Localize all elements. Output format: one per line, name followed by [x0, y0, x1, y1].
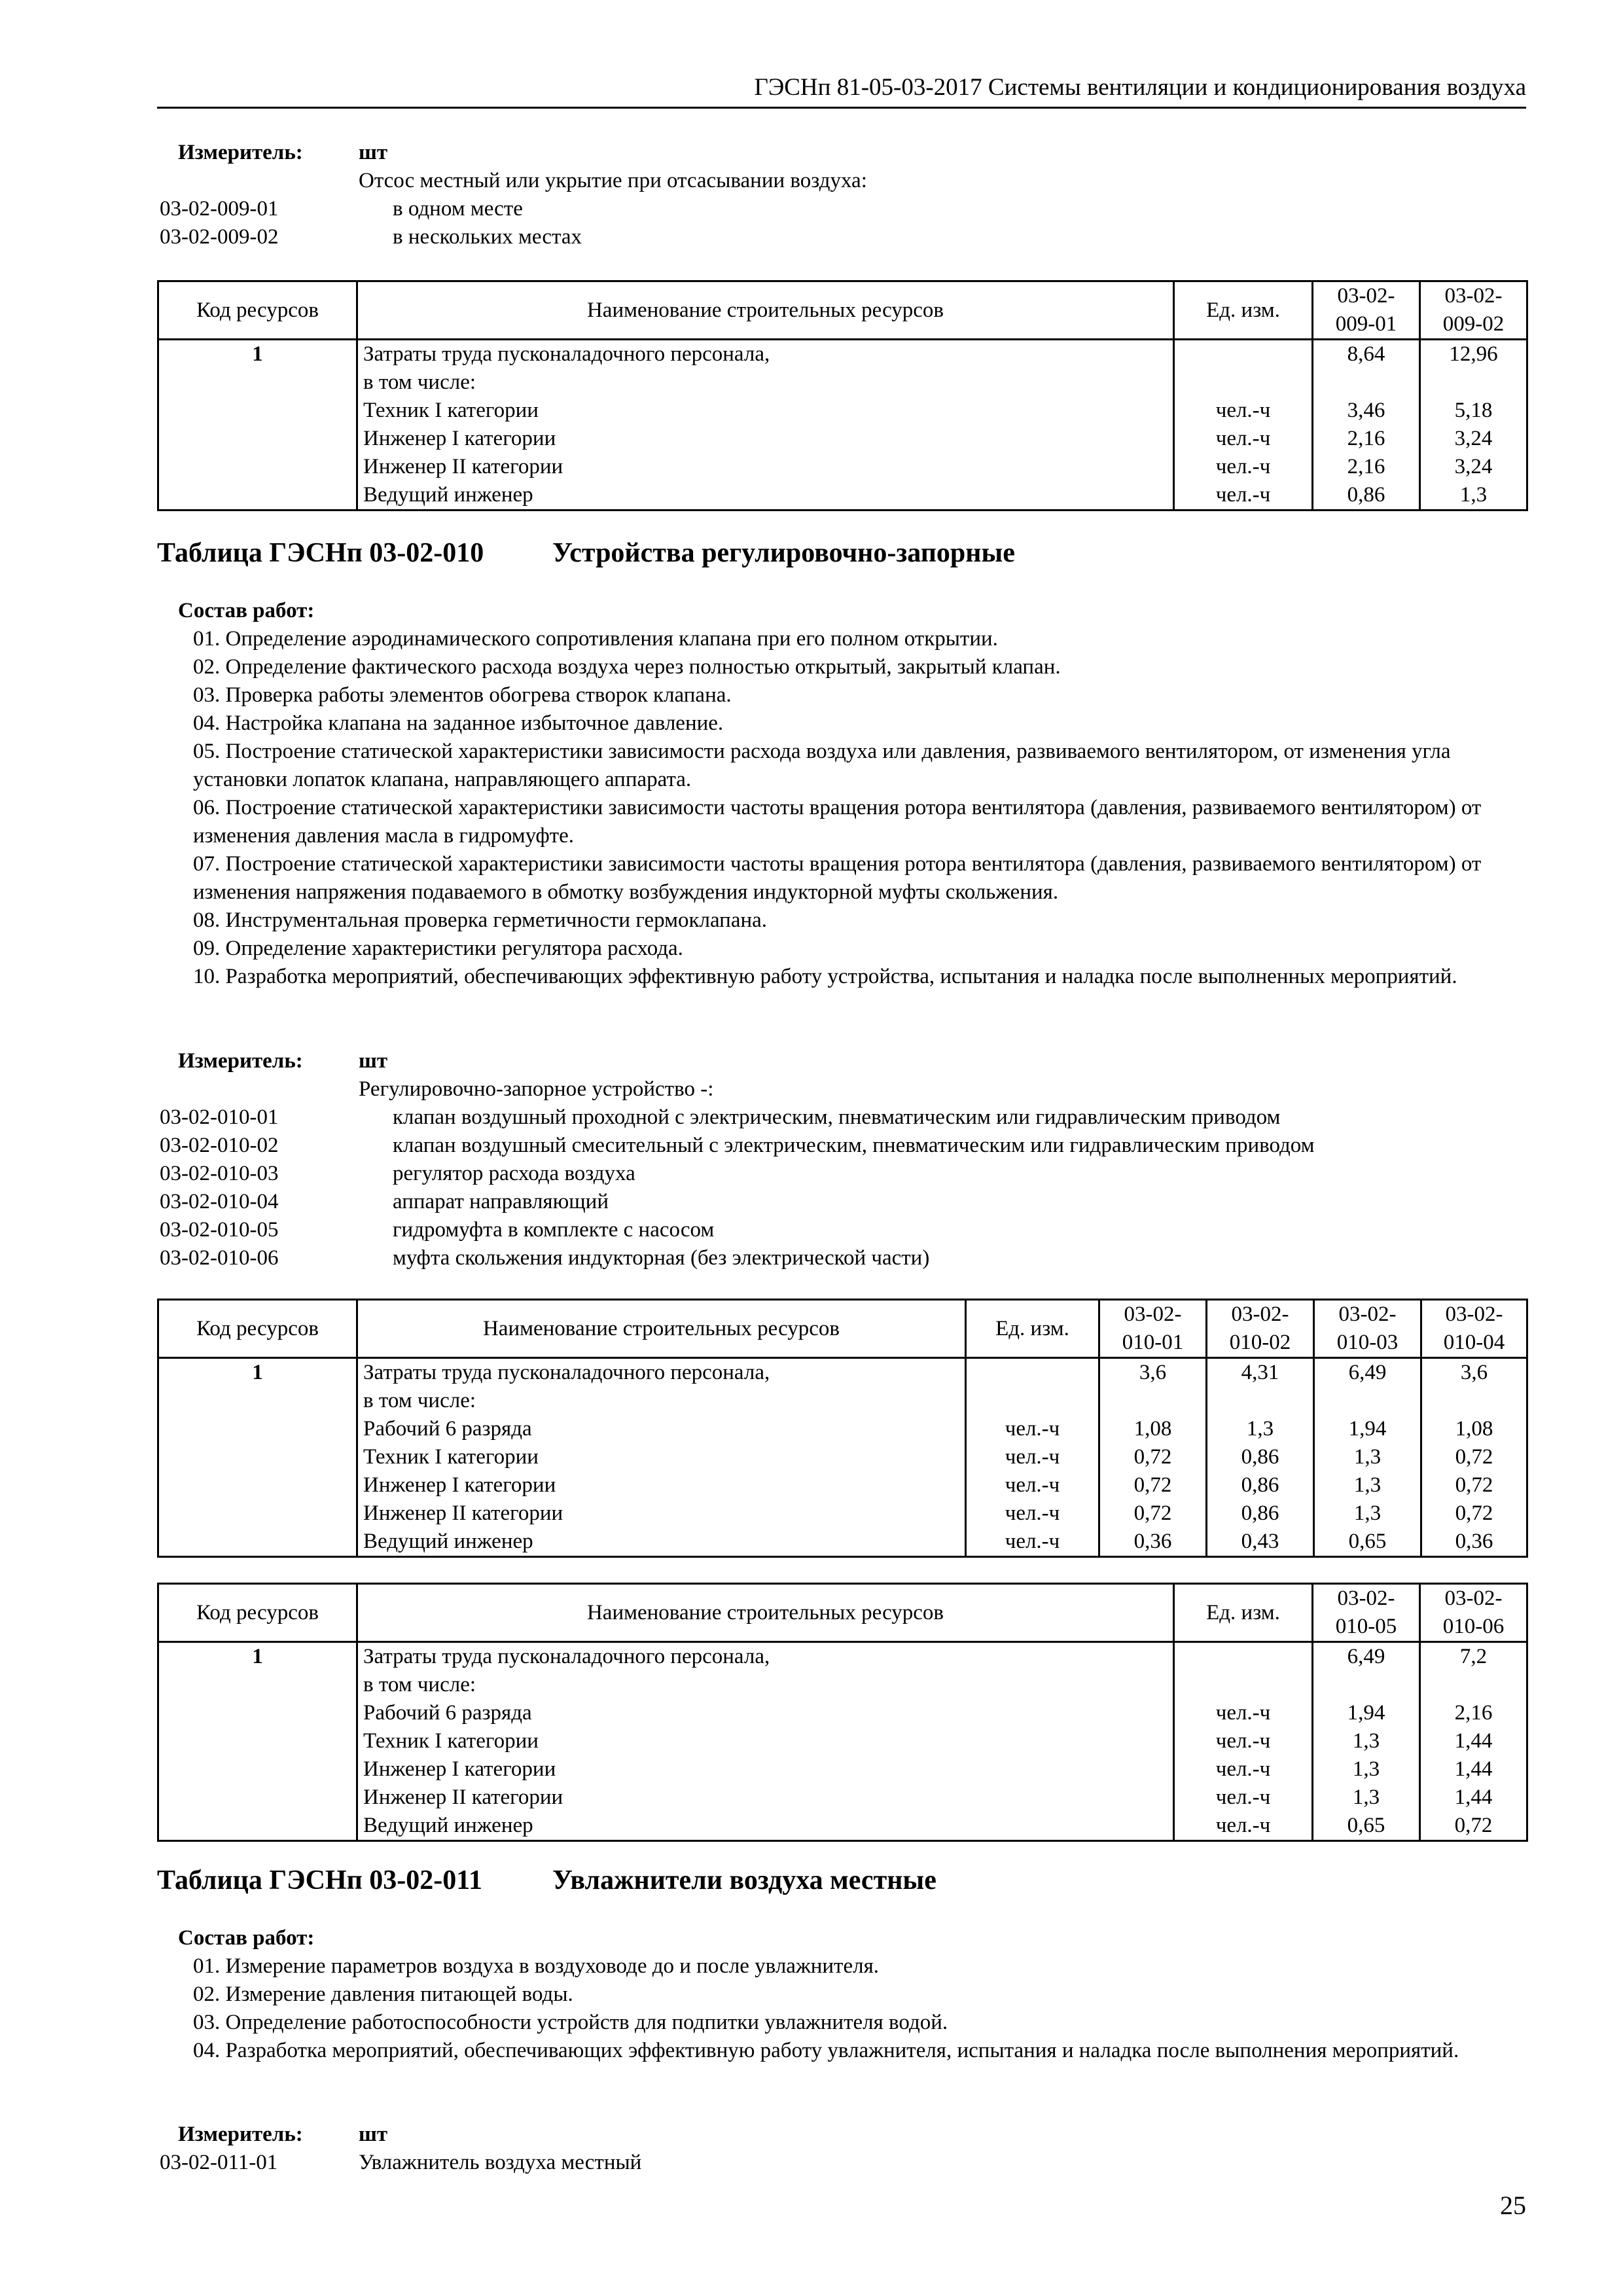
section-title	[157, 1864, 936, 1897]
header-name: Наименование строительных ресурсов	[357, 281, 1174, 340]
norm-name: в одном месте	[393, 197, 523, 221]
norm-code: 03-02-010-03	[160, 1162, 279, 1185]
norm-code: 03-02-009-01	[160, 197, 279, 221]
values-col: 4,31 1,3 0,86 0,86 0,86 0,43	[1207, 1358, 1314, 1557]
norm-name: в нескольких местах	[393, 225, 582, 249]
norm-code: 03-02-009-02	[160, 225, 279, 249]
page-number: 25	[1500, 2191, 1526, 2220]
header-col: 03-02-010-03	[1314, 1300, 1421, 1358]
group-description: Отсос местный или укрытие при отсасывании воздуха:	[359, 169, 867, 192]
header-col: 03-02-010-01	[1099, 1300, 1207, 1358]
norm-code: 03-02-011-01	[160, 2151, 278, 2174]
header-rule	[157, 107, 1526, 109]
values-col: 8,64 3,46 2,16 2,16 0,86	[1313, 340, 1420, 511]
header-code: Код ресурсов	[158, 1300, 357, 1358]
resource-names: Затраты труда пусконаладочного персонала, в том числе: Рабочий 6 разряда Техник I категории Инженер I категории Инженер II категории Ведущий инженер	[357, 1358, 966, 1557]
norm-name: Увлажнитель воздуха местный	[359, 2151, 642, 2174]
resource-table-009	[157, 280, 1528, 511]
group-description: Регулировочно-запорное устройство -:	[359, 1077, 714, 1101]
values-col: 6,49 1,94 1,3 1,3 1,3 0,65	[1313, 1642, 1420, 1841]
norm-name: аппарат направляющий	[393, 1190, 609, 1213]
work-item: 05. Построение статической характеристики зависимости расхода воздуха или давления, развиваемого вентилятором, от изменения угла установки лопаток клапана, направляющего аппарата.	[193, 740, 1451, 791]
resource-units: чел.-ч чел.-ч чел.-ч чел.-ч чел.-ч	[966, 1358, 1099, 1557]
measure-unit: шт	[359, 1049, 388, 1073]
norm-name: гидромуфта в комплекте с насосом	[393, 1218, 715, 1242]
values-col: 3,6 1,08 0,72 0,72 0,72 0,36	[1421, 1358, 1527, 1557]
measure-unit: шт	[359, 2123, 388, 2146]
resource-table-010a	[157, 1299, 1528, 1558]
work-item: 02. Определение фактического расхода воздуха через полностью открытый, закрытый клапан.	[193, 655, 1061, 679]
work-item: 06. Построение статической характеристики зависимости частоты вращения ротора вентилятора (давления, развиваемого вентилятором) от изменения давления масла в гидромуфте.	[193, 796, 1482, 848]
values-col: 3,6 1,08 0,72 0,72 0,72 0,36	[1099, 1358, 1207, 1557]
work-item: 10. Разработка мероприятий, обеспечивающих эффективную работу устройства, испытания и наладка после выполненных мероприятий.	[193, 965, 1457, 988]
resource-units: чел.-ч чел.-ч чел.-ч чел.-ч чел.-ч	[1174, 1642, 1313, 1841]
resource-code: 1	[158, 1358, 357, 1557]
work-composition-label: Состав работ:	[178, 1926, 315, 1950]
work-item: 07. Построение статической характеристики зависимости частоты вращения ротора вентилятора (давления, развиваемого вентилятором) от изменения напряжения подаваемого в обмотку возбуждения индукторной муфты скольжения.	[193, 852, 1482, 904]
header-col: 03-02-009-01	[1313, 281, 1420, 340]
resource-names: Затраты труда пусконаладочного персонала, в том числе: Рабочий 6 разряда Техник I категории Инженер I категории Инженер II категории Ведущий инженер	[357, 1642, 1174, 1841]
header-unit: Ед. изм.	[1174, 1584, 1313, 1642]
work-item: 01. Измерение параметров воздуха в воздуховоде до и после увлажнителя.	[193, 1954, 880, 1978]
resource-units: чел.-ч чел.-ч чел.-ч чел.-ч	[1174, 340, 1313, 511]
work-item: 02. Измерение давления питающей воды.	[193, 1982, 573, 2006]
norm-code: 03-02-010-06	[160, 1246, 279, 1270]
values-col: 6,49 1,94 1,3 1,3 1,3 0,65	[1314, 1358, 1421, 1557]
header-col: 03-02-010-06	[1420, 1584, 1527, 1642]
header-name: Наименование строительных ресурсов	[357, 1300, 966, 1358]
resource-code: 1	[158, 1642, 357, 1841]
work-item: 03. Определение работоспособности устройств для подпитки увлажнителя водой.	[193, 2011, 948, 2034]
header-unit: Ед. изм.	[966, 1300, 1099, 1358]
measure-unit: шт	[359, 141, 388, 164]
work-item: 03. Проверка работы элементов обогрева створок клапана.	[193, 683, 732, 707]
measure-label: Измеритель:	[178, 1049, 303, 1073]
work-item: 04. Разработка мероприятий, обеспечивающих эффективную работу увлажнителя, испытания и наладка после выполнения мероприятий.	[193, 2039, 1459, 2062]
norm-code: 03-02-010-05	[160, 1218, 279, 1242]
norm-code: 03-02-010-02	[160, 1134, 279, 1157]
work-item: 04. Настройка клапана на заданное избыточное давление.	[193, 711, 724, 735]
work-item: 08. Инструментальная проверка герметичности гермоклапана.	[193, 908, 768, 932]
work-item: 01. Определение аэродинамического сопротивления клапана при его полном открытии.	[193, 627, 998, 651]
norm-name: муфта скольжения индукторная (без электрической части)	[393, 1246, 930, 1270]
section-heading: Увлажнители воздуха местные	[552, 1865, 936, 1895]
header-name: Наименование строительных ресурсов	[357, 1584, 1174, 1642]
resource-table-010b	[157, 1583, 1528, 1842]
header-col: 03-02-010-02	[1207, 1300, 1314, 1358]
running-header: ГЭСНп 81-05-03-2017 Системы вентиляции и кондиционирования воздуха	[754, 74, 1526, 101]
norm-code: 03-02-010-01	[160, 1105, 279, 1129]
measure-label: Измеритель:	[178, 2123, 303, 2146]
norm-name: клапан воздушный проходной с электрическим, пневматическим или гидравлическим приводом	[393, 1105, 1281, 1129]
header-unit: Ед. изм.	[1174, 281, 1313, 340]
header-col: 03-02-009-02	[1420, 281, 1527, 340]
header-col: 03-02-010-05	[1313, 1584, 1420, 1642]
header-code: Код ресурсов	[158, 281, 357, 340]
section-number: Таблица ГЭСНп 03-02-011	[157, 1865, 482, 1895]
work-composition-label: Состав работ:	[178, 599, 315, 622]
resource-code: 1	[158, 340, 357, 511]
section-number: Таблица ГЭСНп 03-02-010	[157, 538, 484, 568]
header-col: 03-02-010-04	[1421, 1300, 1527, 1358]
values-col: 7,2 2,16 1,44 1,44 1,44 0,72	[1420, 1642, 1527, 1841]
work-item: 09. Определение характеристики регулятора расхода.	[193, 937, 683, 960]
norm-name: клапан воздушный смесительный с электрическим, пневматическим или гидравлическим приводом	[393, 1134, 1315, 1157]
measure-label: Измеритель:	[178, 141, 303, 164]
resource-names: Затраты труда пусконаладочного персонала, в том числе: Техник I категории Инженер I категории Инженер II категории Ведущий инженер	[357, 340, 1174, 511]
section-title	[157, 537, 1015, 569]
values-col: 12,96 5,18 3,24 3,24 1,3	[1420, 340, 1527, 511]
norm-code: 03-02-010-04	[160, 1190, 279, 1213]
section-heading: Устройства регулировочно-запорные	[552, 538, 1015, 568]
norm-name: регулятор расхода воздуха	[393, 1162, 635, 1185]
header-code: Код ресурсов	[158, 1584, 357, 1642]
